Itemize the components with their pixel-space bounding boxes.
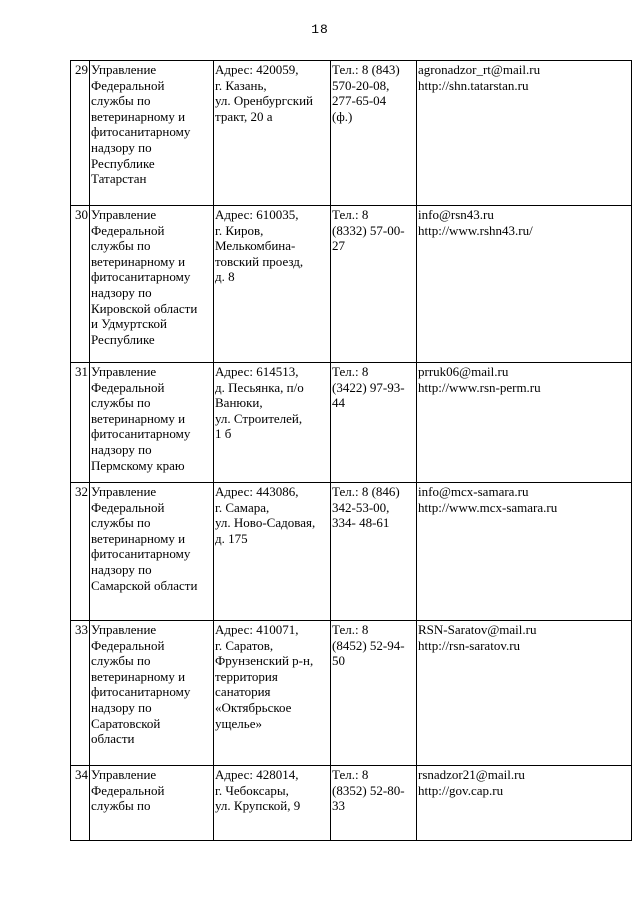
row-number: 33 (71, 621, 90, 766)
email-website-cell: agronadzor_rt@mail.ru http://shn.tatarstan.ru (417, 61, 632, 206)
email-website-cell: prruk06@mail.ru http://www.rsn-perm.ru (417, 363, 632, 483)
phone-cell: Тел.: 8 (8332) 57-00- 27 (331, 206, 417, 363)
table-row (71, 483, 632, 621)
organization-name: Управление Федеральной службы по (90, 766, 214, 841)
address-cell: Адрес: 443086, г. Самара, ул. Ново-Садовая, д. 175 (214, 483, 331, 621)
row-number: 31 (71, 363, 90, 483)
row-number: 34 (71, 766, 90, 841)
email-website-cell: RSN-Saratov@mail.ru http://rsn-saratov.ru (417, 621, 632, 766)
row-number: 30 (71, 206, 90, 363)
address-cell: Адрес: 410071, г. Саратов, Фрунзенский р-н, территория санатория «Октябрьское ущелье» (214, 621, 331, 766)
email-website-cell: rsnadzor21@mail.ru http://gov.cap.ru (417, 766, 632, 841)
email-website-cell: info@rsn43.ru http://www.rshn43.ru/ (417, 206, 632, 363)
phone-cell: Тел.: 8 (3422) 97-93- 44 (331, 363, 417, 483)
row-number: 29 (71, 61, 90, 206)
email-website-cell: info@mcx-samara.ru http://www.mcx-samara.ru (417, 483, 632, 621)
agency-contacts-table (70, 60, 632, 841)
page-number: 18 (311, 22, 329, 37)
table-row (71, 206, 632, 363)
organization-name: Управление Федеральной службы по ветеринарному и фитосанитарному надзору по Пермскому краю (90, 363, 214, 483)
table-row (71, 61, 632, 206)
table-row (71, 363, 632, 483)
phone-cell: Тел.: 8 (8452) 52-94- 50 (331, 621, 417, 766)
row-number: 32 (71, 483, 90, 621)
phone-cell: Тел.: 8 (843) 570-20-08, 277-65-04 (ф.) (331, 61, 417, 206)
organization-name: Управление Федеральной службы по ветеринарному и фитосанитарному надзору по Саратовской области (90, 621, 214, 766)
table-row (71, 621, 632, 766)
address-cell: Адрес: 614513, д. Песьянка, п/о Ванюки, ул. Строителей, 1 б (214, 363, 331, 483)
table-row (71, 766, 632, 841)
address-cell: Адрес: 428014, г. Чебоксары, ул. Крупской, 9 (214, 766, 331, 841)
phone-cell: Тел.: 8 (846) 342-53-00, 334- 48-61 (331, 483, 417, 621)
address-cell: Адрес: 420059, г. Казань, ул. Оренбургский тракт, 20 а (214, 61, 331, 206)
organization-name: Управление Федеральной службы по ветеринарному и фитосанитарному надзору по Республике Татарстан (90, 61, 214, 206)
organization-name: Управление Федеральной службы по ветеринарному и фитосанитарному надзору по Кировской области и Удмуртской Республике (90, 206, 214, 363)
phone-cell: Тел.: 8 (8352) 52-80- 33 (331, 766, 417, 841)
organization-name: Управление Федеральной службы по ветеринарному и фитосанитарному надзору по Самарской области (90, 483, 214, 621)
address-cell: Адрес: 610035, г. Киров, Мелькомбина- товский проезд, д. 8 (214, 206, 331, 363)
